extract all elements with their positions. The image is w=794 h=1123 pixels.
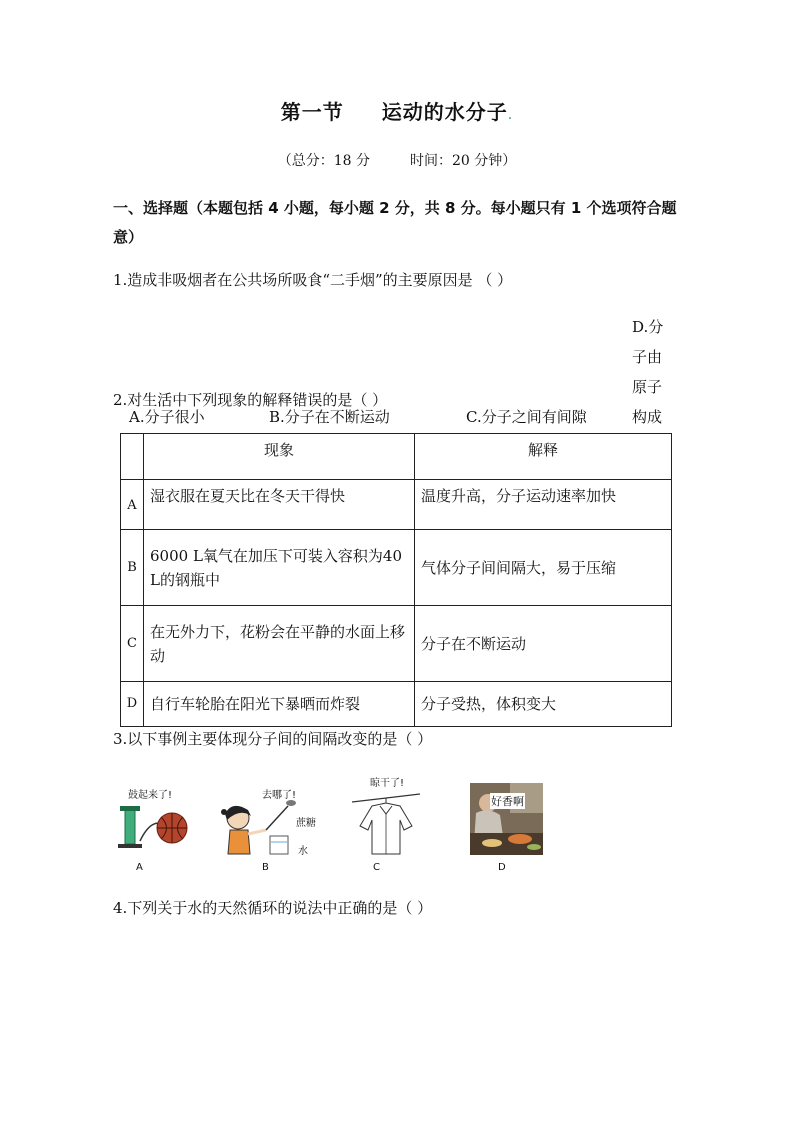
question-2: 2.对生活中下列现象的解释错误的是（ ） — [113, 391, 388, 409]
image-b-tag-sugar: 蔗糖 — [296, 818, 316, 829]
row-phenomenon: 6000 L氧气在加压下可装入容积为40 L的钢瓶中 — [144, 530, 415, 606]
time-limit: 时间：20 分钟） — [410, 153, 517, 169]
option-c: C.分子之间有间隙 — [466, 408, 587, 426]
image-a-caption: 鼓起来了! — [128, 790, 173, 801]
table-header: 解释 — [415, 434, 672, 480]
image-d-label: D — [498, 862, 506, 873]
option-d: D.分子由原子构成 — [632, 318, 664, 426]
row-label: A — [121, 480, 144, 530]
option-a: A.分子很小 — [129, 408, 205, 426]
table-row — [121, 530, 672, 606]
table-header: 现象 — [144, 434, 415, 480]
row-explanation: 温度升高，分子运动速率加快 — [415, 480, 672, 530]
title-topic: 运动的水分子 — [381, 100, 508, 124]
row-phenomenon: 湿衣服在夏天比在冬天干得快 — [144, 480, 415, 530]
title-section: 第一节 — [280, 100, 344, 124]
image-b-label: B — [262, 862, 269, 873]
row-label: D — [121, 682, 144, 727]
question-4: 4.下列关于水的天然循环的说法中正确的是（ ） — [113, 899, 433, 917]
image-a-label: A — [136, 862, 143, 873]
row-explanation: 分子受热，体积变大 — [415, 682, 672, 727]
row-phenomenon: 在无外力下，花粉会在平静的水面上移动 — [144, 606, 415, 682]
image-b-sugar — [218, 786, 318, 856]
image-a-pump-ball — [112, 786, 194, 850]
question-3: 3.以下事例主要体现分子间的间隔改变的是（ ） — [113, 730, 433, 748]
row-explanation: 气体分子间间隔大，易于压缩 — [415, 530, 672, 606]
phenomenon-table — [120, 433, 672, 727]
image-d-caption: 好香啊 — [491, 795, 524, 808]
image-b-tag-water: 水 — [298, 846, 308, 857]
title-mark: . — [507, 107, 514, 123]
table-row — [121, 682, 672, 727]
exam-meta — [0, 150, 794, 170]
image-b-caption: 去哪了! — [262, 790, 297, 801]
table-row — [121, 480, 672, 530]
section-heading: 一、选择题（本题包括 4 小题，每小题 2 分，共 8 分。每小题只有 1 个选项符合题意） — [113, 199, 677, 246]
row-label: C — [121, 606, 144, 682]
row-explanation: 分子在不断运动 — [415, 606, 672, 682]
image-c-caption: 晾干了! — [370, 778, 405, 789]
option-b: B.分子在不断运动 — [269, 408, 390, 426]
page-title — [0, 96, 794, 125]
row-label: B — [121, 530, 144, 606]
table-row — [121, 606, 672, 682]
question-1-options — [113, 312, 673, 432]
total-score: （总分：18 分 — [277, 153, 370, 169]
row-phenomenon: 自行车轮胎在阳光下暴晒而炸裂 — [144, 682, 415, 727]
image-c-label: C — [373, 862, 380, 873]
image-d-cooking-photo — [470, 783, 543, 855]
question-1: 1.造成非吸烟者在公共场所吸食“二手烟”的主要原因是 （ ） — [113, 271, 513, 289]
table-header — [121, 434, 144, 480]
image-c-clothes — [350, 774, 422, 856]
table-header-row — [121, 434, 672, 480]
